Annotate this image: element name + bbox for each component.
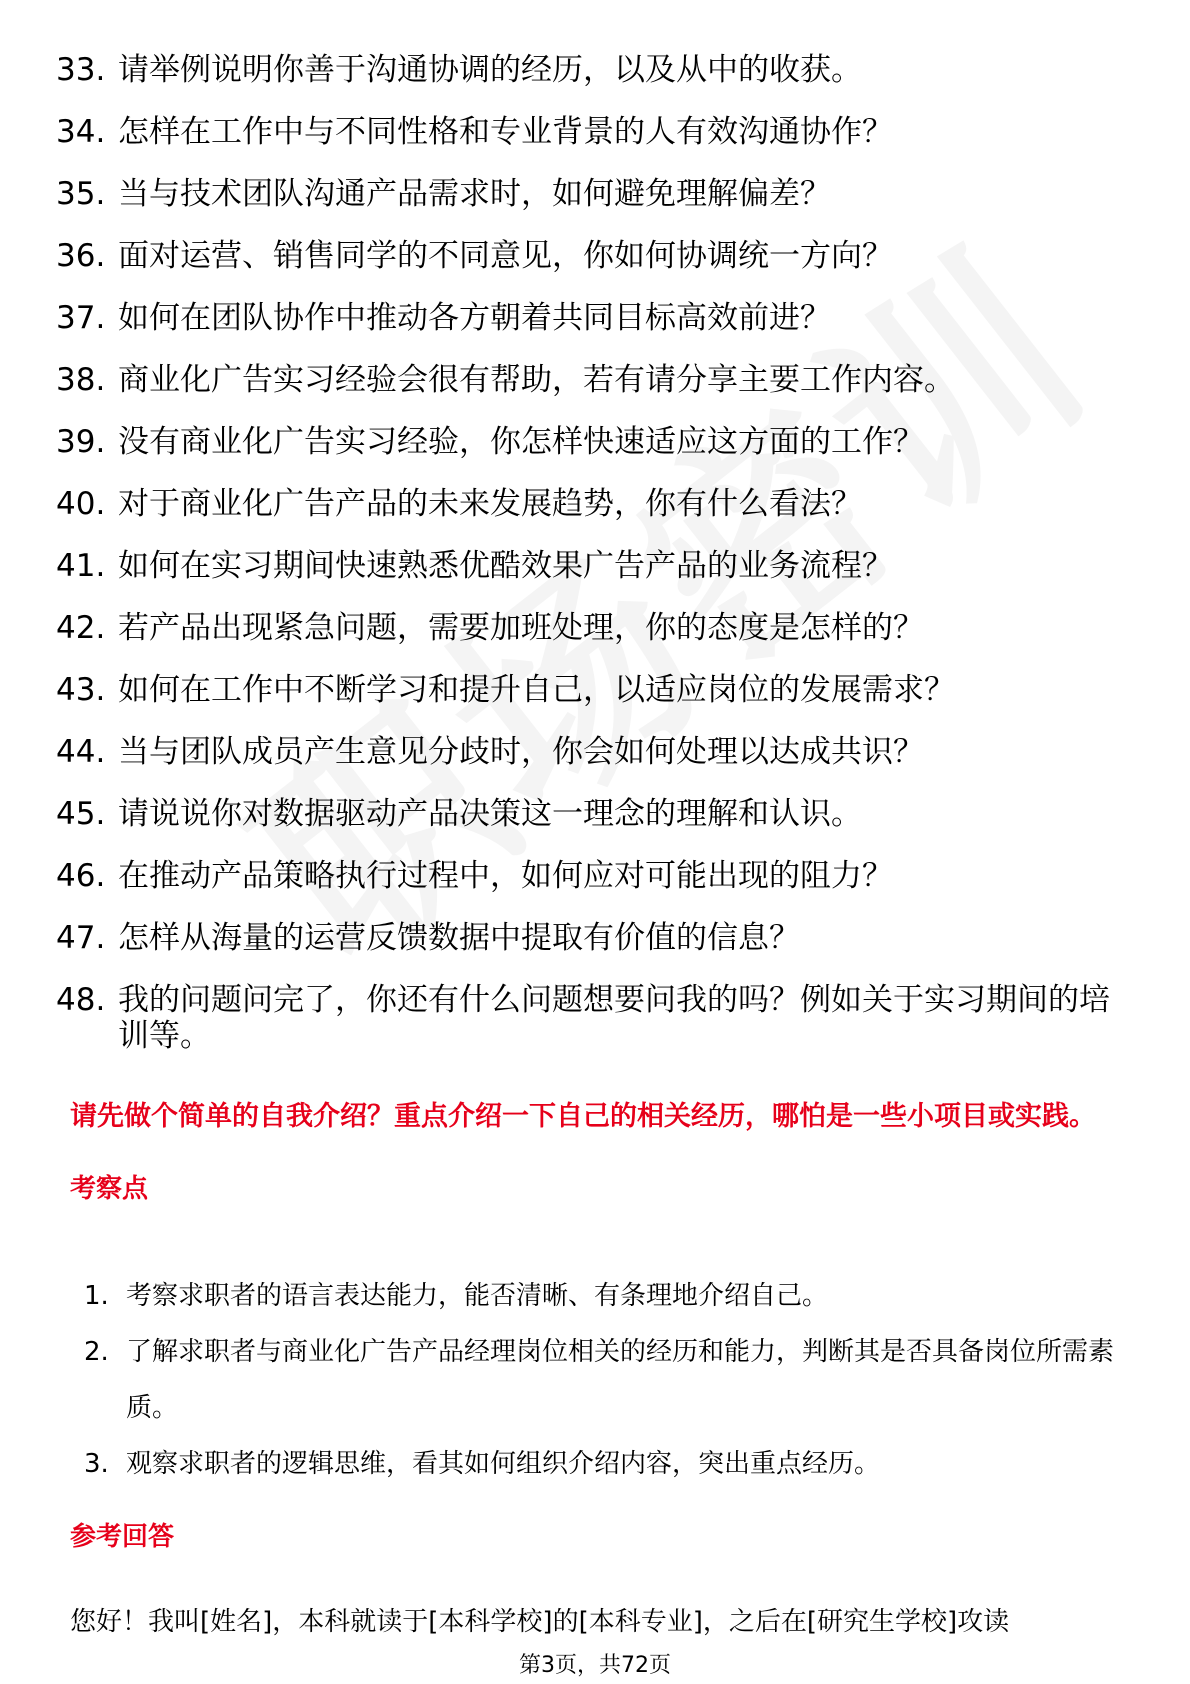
item-number: 33. xyxy=(56,52,106,88)
item-number: 34. xyxy=(56,114,106,150)
answer-label: 参考回答 xyxy=(70,1522,175,1552)
list-item xyxy=(56,362,1136,398)
item-number: 45. xyxy=(56,796,106,832)
item-number: 35. xyxy=(56,176,106,212)
item-text: 商业化广告实习经验会很有帮助，若有请分享主要工作内容。 xyxy=(118,362,955,398)
item-number: 38. xyxy=(56,362,106,398)
item-text: 对于商业化广告产品的未来发展趋势，你有什么看法？ xyxy=(118,486,862,522)
list-item xyxy=(56,176,1136,212)
item-number: 1. xyxy=(84,1281,109,1311)
list-item xyxy=(56,858,1136,894)
list-item xyxy=(56,796,1136,832)
list-item xyxy=(56,52,1136,88)
item-number: 40. xyxy=(56,486,106,522)
list-item xyxy=(56,424,1136,460)
item-number: 3. xyxy=(84,1449,109,1479)
item-text: 怎样从海量的运营反馈数据中提取有价值的信息？ xyxy=(118,920,800,956)
item-text: 如何在团队协作中推动各方朝着共同目标高效前进？ xyxy=(118,300,831,336)
item-number: 46. xyxy=(56,858,106,894)
item-text: 了解求职者与商业化广告产品经理岗位相关的经历和能力，判断其是否具备岗位所需素质。 xyxy=(126,1337,1115,1423)
focus-points-list xyxy=(84,1268,1134,1492)
item-text: 请说说你对数据驱动产品决策这一理念的理解和认识。 xyxy=(118,796,862,832)
item-text: 没有商业化广告实习经验，你怎样快速适应这方面的工作？ xyxy=(118,424,924,460)
list-item xyxy=(56,114,1136,150)
item-text: 怎样在工作中与不同性格和专业背景的人有效沟通协作？ xyxy=(118,114,893,150)
item-text: 在推动产品策略执行过程中，如何应对可能出现的阻力？ xyxy=(118,858,893,894)
list-item xyxy=(56,982,1136,1054)
item-number: 48. xyxy=(56,982,106,1018)
item-text: 考察求职者的语言表达能力，能否清晰、有条理地介绍自己。 xyxy=(126,1281,829,1311)
list-item xyxy=(56,548,1136,584)
item-text: 面对运营、销售同学的不同意见，你如何协调统一方向？ xyxy=(118,238,893,274)
item-number: 36. xyxy=(56,238,106,274)
item-text: 观察求职者的逻辑思维，看其如何组织介绍内容，突出重点经历。 xyxy=(126,1449,881,1479)
answer-text: 您好！我叫[姓名]，本科就读于[本科学校]的[本科专业]，之后在[研究生学校]攻读 xyxy=(70,1607,1010,1637)
question-list xyxy=(56,52,1136,1054)
list-item xyxy=(56,486,1136,522)
focus-label: 考察点 xyxy=(70,1174,149,1204)
item-number: 44. xyxy=(56,734,106,770)
item-number: 42. xyxy=(56,610,106,646)
item-text: 我的问题问完了，你还有什么问题想要问我的吗？例如关于实习期间的培训等。 xyxy=(118,982,1110,1054)
item-text: 当与团队成员产生意见分歧时，你会如何处理以达成共识？ xyxy=(118,734,924,770)
item-text: 若产品出现紧急问题，需要加班处理，你的态度是怎样的？ xyxy=(118,610,924,646)
item-number: 47. xyxy=(56,920,106,956)
list-item xyxy=(56,300,1136,336)
list-item xyxy=(84,1268,1134,1324)
item-text: 如何在工作中不断学习和提升自己，以适应岗位的发展需求？ xyxy=(118,672,955,708)
item-number: 39. xyxy=(56,424,106,460)
item-text: 请举例说明你善于沟通协调的经历，以及从中的收获。 xyxy=(118,52,862,88)
item-text: 当与技术团队沟通产品需求时，如何避免理解偏差？ xyxy=(118,176,831,212)
list-item xyxy=(84,1324,1134,1436)
list-item xyxy=(56,672,1136,708)
page-footer: 第3页，共72页 xyxy=(519,1653,671,1678)
list-item xyxy=(56,610,1136,646)
question-heading: 请先做个简单的自我介绍？重点介绍一下自己的相关经历，哪怕是一些小项目或实践。 xyxy=(70,1101,1096,1132)
list-item xyxy=(56,238,1136,274)
list-item xyxy=(56,734,1136,770)
list-item xyxy=(56,920,1136,956)
item-number: 2. xyxy=(84,1337,109,1367)
item-text: 如何在实习期间快速熟悉优酷效果广告产品的业务流程？ xyxy=(118,548,893,584)
item-number: 41. xyxy=(56,548,106,584)
item-number: 37. xyxy=(56,300,106,336)
item-number: 43. xyxy=(56,672,106,708)
list-item xyxy=(84,1436,1134,1492)
